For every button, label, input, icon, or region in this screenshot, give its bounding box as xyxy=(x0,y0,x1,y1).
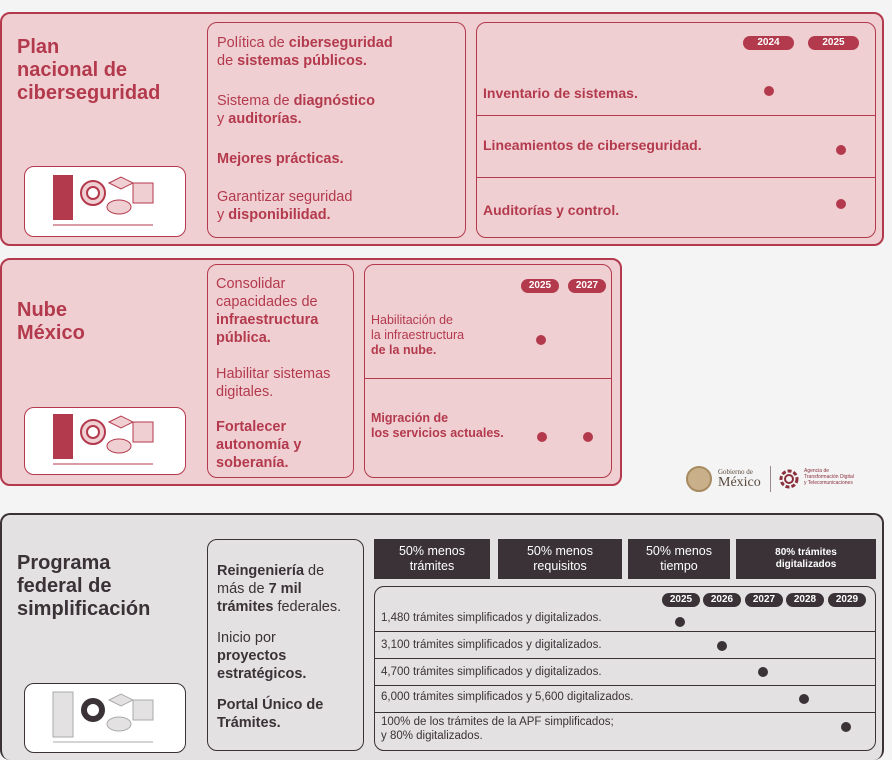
nube-objective-2: Habilitar sistemas digitales. xyxy=(216,366,331,400)
timeline-dot xyxy=(799,694,809,704)
timeline-row-label: 100% de los trámites de la APF simplificados; y 80% digitalizados. xyxy=(381,716,614,742)
plan-objective-2: Sistema de diagnóstico y auditorías. xyxy=(217,93,375,127)
goal-tag: 50% menos trámites xyxy=(374,539,490,579)
plan-timeline-box xyxy=(476,22,876,238)
agency-logo: Agencia de Transformación Digital y Telecomunicaciones xyxy=(777,464,877,494)
nube-diagram-thumbnail xyxy=(24,407,186,475)
timeline-divider xyxy=(375,658,875,659)
timeline-row-label: Auditorías y control. xyxy=(483,202,620,218)
timeline-row-label: 3,100 trámites simplificados y digitalizados. xyxy=(381,639,602,651)
timeline-dot xyxy=(841,722,851,732)
timeline-dot xyxy=(836,199,846,209)
year-pill: 2025 xyxy=(521,279,559,293)
timeline-dot xyxy=(758,667,768,677)
nube-objective-1: Consolidar capacidades de infraestructura pública. xyxy=(216,276,319,346)
timeline-row-label: 4,700 trámites simplificados y digitalizados. xyxy=(381,666,602,678)
timeline-row-label: Migración de los servicios actuales. xyxy=(371,411,504,440)
timeline-dot xyxy=(583,432,593,442)
year-pill: 2026 xyxy=(703,593,741,607)
year-pill: 2027 xyxy=(745,593,783,607)
gobierno-mexico-logo: Gobierno de México xyxy=(686,464,766,494)
logo-divider xyxy=(770,466,771,492)
timeline-dot xyxy=(536,335,546,345)
timeline-divider xyxy=(365,378,611,379)
coat-of-arms-icon xyxy=(686,466,712,492)
year-pill: 2029 xyxy=(828,593,866,607)
programa-objective-1: Reingeniería de más de 7 mil trámites federales. xyxy=(217,563,342,615)
plan-objective-4: Garantizar seguridad y disponibilidad. xyxy=(217,189,353,223)
timeline-row-label: 1,480 trámites simplificados y digitalizados. xyxy=(381,612,602,624)
timeline-dot xyxy=(717,641,727,651)
year-pill: 2028 xyxy=(786,593,824,607)
plan-title: Plan nacional de ciberseguridad xyxy=(17,36,161,104)
timeline-row-label: Habilitación de la infraestructura de la nube. xyxy=(371,313,465,357)
timeline-divider xyxy=(375,712,875,713)
timeline-dot xyxy=(764,86,774,96)
plan-diagram-thumbnail xyxy=(24,166,186,237)
goal-tag: 80% trámites digitalizados xyxy=(736,539,876,579)
timeline-row-label: 6,000 trámites simplificados y 5,600 digitalizados. xyxy=(381,691,634,703)
gear-icon xyxy=(777,467,801,491)
goal-tag: 50% menos tiempo xyxy=(628,539,730,579)
programa-title: Programa federal de simplificación xyxy=(17,552,151,620)
timeline-row-label: Inventario de sistemas. xyxy=(483,85,638,101)
year-pill: 2027 xyxy=(568,279,606,293)
nube-title: Nube México xyxy=(17,299,85,344)
timeline-dot xyxy=(537,432,547,442)
programa-objective-3: Portal Único de Trámites. xyxy=(217,697,324,731)
programa-diagram-thumbnail xyxy=(24,683,186,753)
timeline-divider xyxy=(375,631,875,632)
year-pill: 2025 xyxy=(662,593,700,607)
timeline-dot xyxy=(675,617,685,627)
timeline-divider xyxy=(477,177,875,178)
year-pill: 2024 xyxy=(743,36,794,50)
timeline-divider xyxy=(375,685,875,686)
year-pill: 2025 xyxy=(808,36,859,50)
nube-objective-3: Fortalecer autonomía y soberanía. xyxy=(216,419,302,471)
goal-tag: 50% menos requisitos xyxy=(498,539,622,579)
programa-timeline-box xyxy=(374,586,876,751)
nube-timeline-box xyxy=(364,264,612,478)
timeline-row-label: Lineamientos de ciberseguridad. xyxy=(483,137,702,153)
timeline-divider xyxy=(477,115,875,116)
timeline-dot xyxy=(836,145,846,155)
plan-objective-3: Mejores prácticas. xyxy=(217,151,344,167)
plan-objective-1: Política de ciberseguridad de sistemas públicos. xyxy=(217,35,393,69)
programa-objective-2: Inicio por proyectos estratégicos. xyxy=(217,630,307,682)
